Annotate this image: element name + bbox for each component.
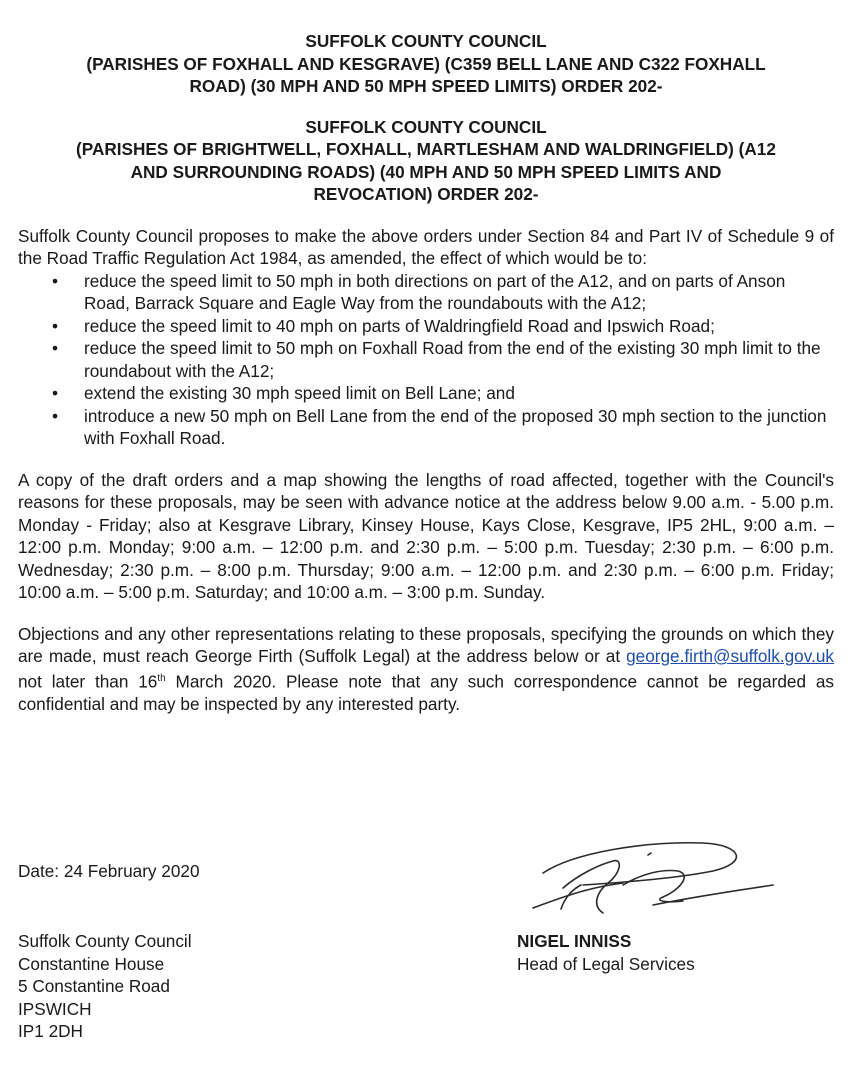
signatory-block	[517, 930, 695, 975]
bullet-icon: •	[51, 270, 59, 291]
effect-text: extend the existing 30 mph speed limit on Bell Lane; and	[84, 383, 515, 403]
order-title-2-line-1: SUFFOLK COUNTY COUNCIL	[305, 116, 547, 137]
effect-text: reduce the speed limit to 50 mph on Foxhall Road from the end of the existing 30 mph limit to the roundabout with the A12;	[84, 338, 821, 381]
effect-text: reduce the speed limit to 50 mph in both directions on part of the A12, and on parts of Anson Road, Barrack Square and Eagle Way from the roundabouts with the A12;	[84, 270, 786, 313]
deadline-text: not later than 16	[18, 671, 158, 692]
bullet-icon: •	[51, 315, 59, 336]
order-title-1-line-3: ROAD) (30 MPH AND 50 MPH SPEED LIMITS) ORDER 202-	[189, 76, 663, 96]
address-line: Constantine House	[18, 953, 165, 974]
email-link[interactable]: george.firth@suffolk.gov.uk	[626, 646, 834, 666]
effect-item	[18, 270, 834, 315]
order-title-2	[18, 116, 834, 206]
objections-text: Objections and any other representations relating to these proposals, specifying the grounds on which they are made, must reach George Firth (Suffolk Legal) at the address below or at	[18, 623, 834, 666]
bullet-icon: •	[51, 405, 59, 426]
bullet-icon: •	[51, 338, 59, 358]
effect-item	[18, 315, 834, 338]
effect-text: reduce the speed limit to 40 mph on parts of Waldringfield Road and Ipswich Road;	[84, 315, 715, 336]
ordinal-suffix: th	[157, 672, 166, 684]
effect-item	[18, 405, 834, 450]
effect-item	[18, 382, 834, 405]
effect-item	[18, 337, 834, 382]
address-line: Suffolk County Council	[18, 931, 192, 951]
notice-date: Date: 24 February 2020	[18, 861, 200, 881]
inspection-paragraph: A copy of the draft orders and a map showing the lengths of road affected, together with the Council's reasons for these proposals, may be seen with advance notice at the address below 9.00 a.m. - 5.00 p.m. Monday - Friday; also at Kesgrave Library, Kinsey House, Kays Close, Kesgrave, IP5 2HL, 9:00 a.m. – 12:00 p.m. Monday; 9:00 a.m. – 12:00 p.m. and 2:30 p.m. – 5:00 p.m. Tuesday; 2:30 p.m. – 6:00 p.m. Wednesday; 2:30 p.m. – 8:00 p.m. Thursday; 9:00 a.m. – 12:00 p.m. and 2:30 p.m. – 6:00 p.m. Friday; 10:00 a.m. – 5:00 p.m. Saturday; and 10:00 a.m. – 3:00 p.m. Sunday.	[18, 469, 834, 602]
order-title-2-line-4: REVOCATION) ORDER 202-	[313, 184, 539, 204]
effects-list	[18, 270, 834, 450]
handwritten-signature	[503, 813, 783, 933]
objections-paragraph	[18, 623, 834, 716]
address-line: 5 Constantine Road	[18, 976, 170, 996]
effect-text: introduce a new 50 mph on Bell Lane from the end of the proposed 30 mph section to the junction with Foxhall Road.	[84, 405, 827, 448]
signatory-role: Head of Legal Services	[517, 953, 695, 974]
notice-page	[18, 30, 834, 1041]
order-title-1-line-1: SUFFOLK COUNTY COUNCIL	[305, 31, 547, 51]
bullet-icon: •	[51, 383, 59, 403]
address-line: IP1 2DH	[18, 1021, 83, 1041]
order-title-2-line-2: (PARISHES OF BRIGHTWELL, FOXHALL, MARTLESHAM AND WALDRINGFIELD) (A12	[76, 139, 776, 159]
order-title-2-line-3: AND SURROUNDING ROADS) (40 MPH AND 50 MPH SPEED LIMITS AND	[130, 161, 722, 182]
address-line: IPSWICH	[18, 998, 92, 1019]
council-address	[18, 930, 192, 1043]
signatory-name: NIGEL INNISS	[517, 931, 632, 951]
intro-paragraph: Suffolk County Council proposes to make the above orders under Section 84 and Part IV of Schedule 9 of the Road Traffic Regulation Act 1984, as amended, the effect of which would be to:	[18, 225, 834, 268]
objections-closing-text: March 2020. Please note that any such correspondence cannot be regarded as confidential and may be inspected by any interested party.	[18, 671, 834, 714]
order-title-1	[18, 30, 834, 98]
order-title-1-line-2: (PARISHES OF FOXHALL AND KESGRAVE) (C359 BELL LANE AND C322 FOXHALL	[86, 53, 766, 74]
